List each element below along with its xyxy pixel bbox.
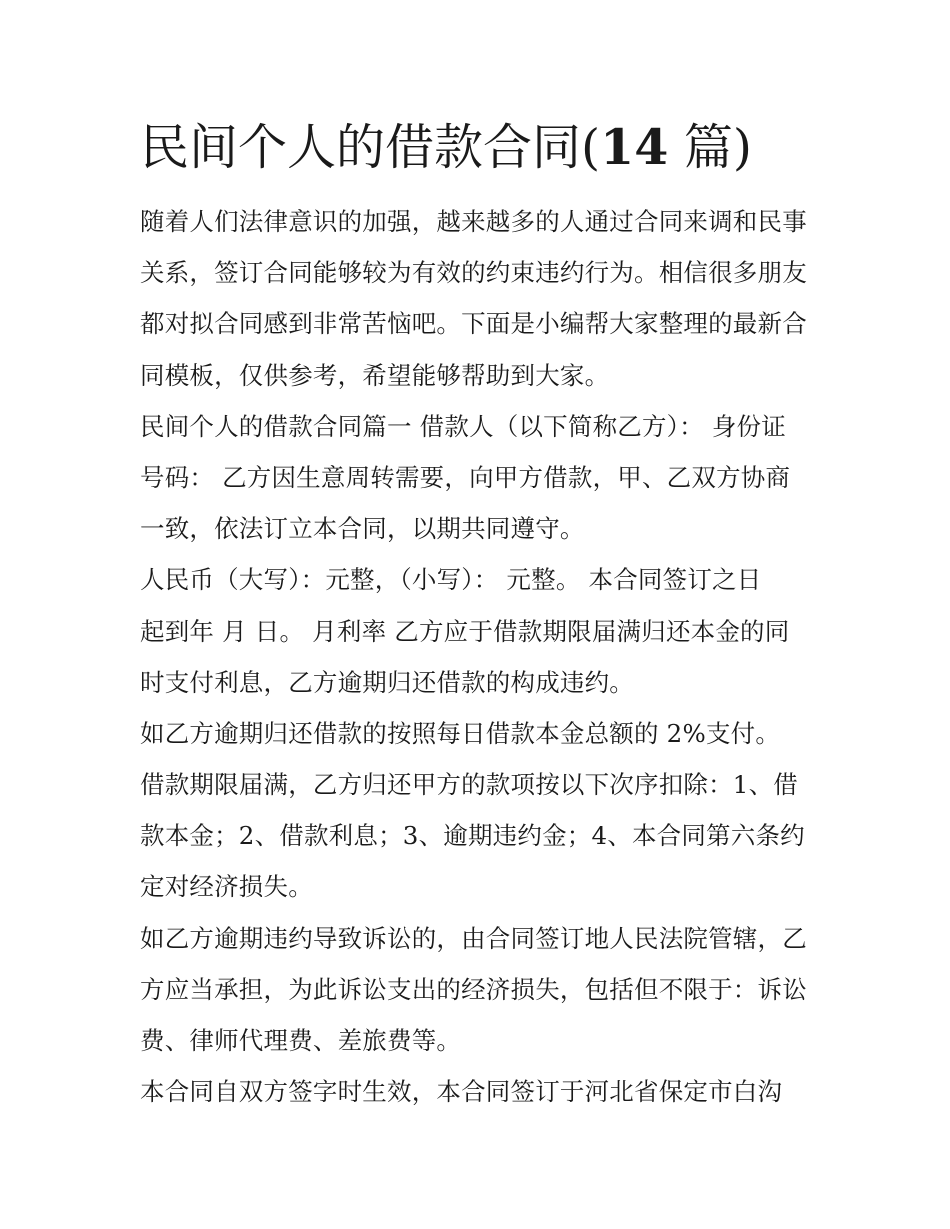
paragraph-litigation xyxy=(140,913,816,1067)
paragraph-intro xyxy=(140,196,816,401)
title-prefix: 民间个人的借款合同( xyxy=(140,119,601,176)
paragraph-line: 定对经济损失。 xyxy=(140,872,313,902)
paragraph-line: 都对拟合同感到非常苦恼吧。下面是小编帮大家整理的最新合 xyxy=(140,309,807,339)
paragraph-line: 人民币（大写）：元整，（小写）： 元整。 本合同签订之日 xyxy=(140,565,762,595)
paragraph-line: 如乙方逾期归还借款的按照每日借款本金总额的 2%支付。 xyxy=(140,718,781,748)
title-suffix: 篇) xyxy=(668,119,753,176)
paragraph-amount-term xyxy=(140,554,816,708)
paragraph-line: 一致，依法订立本合同，以期共同遵守。 xyxy=(140,514,585,544)
paragraph-line: 同模板，仅供参考，希望能够帮助到大家。 xyxy=(140,360,610,390)
paragraph-line: 起到年 月 日。 月利率 乙方应于借款期限届满归还本金的同 xyxy=(140,616,790,646)
paragraph-line: 借款期限届满，乙方归还甲方的款项按以下次序扣除：1、借 xyxy=(140,770,798,800)
paragraph-line: 随着人们法律意识的加强，越来越多的人通过合同来调和民事 xyxy=(140,207,807,236)
paragraph-effective xyxy=(140,1066,816,1117)
paragraph-line: 费、律师代理费、差旅费等。 xyxy=(140,1026,462,1055)
paragraph-line: 民间个人的借款合同篇一 借款人（以下简称乙方）： 身份证 xyxy=(140,411,786,441)
paragraph-repayment-order xyxy=(140,759,816,913)
paragraph-line: 关系，签订合同能够较为有效的约束违约行为。相信很多朋友 xyxy=(140,258,807,288)
paragraph-line: 款本金；2、借款利息；3、逾期违约金；4、本合同第六条约 xyxy=(140,821,805,851)
paragraph-line: 方应当承担，为此诉讼支出的经济损失，包括但不限于：诉讼 xyxy=(140,974,807,1004)
document-title xyxy=(140,112,840,183)
paragraph-line: 号码： 乙方因生意周转需要，向甲方借款，甲、乙双方协商 xyxy=(140,462,791,492)
paragraph-penalty xyxy=(140,708,816,759)
paragraph-line: 时支付利息，乙方逾期归还借款的构成违约。 xyxy=(140,667,634,697)
title-count: 14 xyxy=(600,118,669,176)
paragraph-line: 如乙方逾期违约导致诉讼的，由合同签订地人民法院管辖，乙 xyxy=(140,923,807,953)
paragraph-line: 本合同自双方签字时生效，本合同签订于河北省保定市白沟 xyxy=(140,1077,783,1107)
paragraph-borrower xyxy=(140,401,816,555)
document-body xyxy=(140,196,816,1117)
